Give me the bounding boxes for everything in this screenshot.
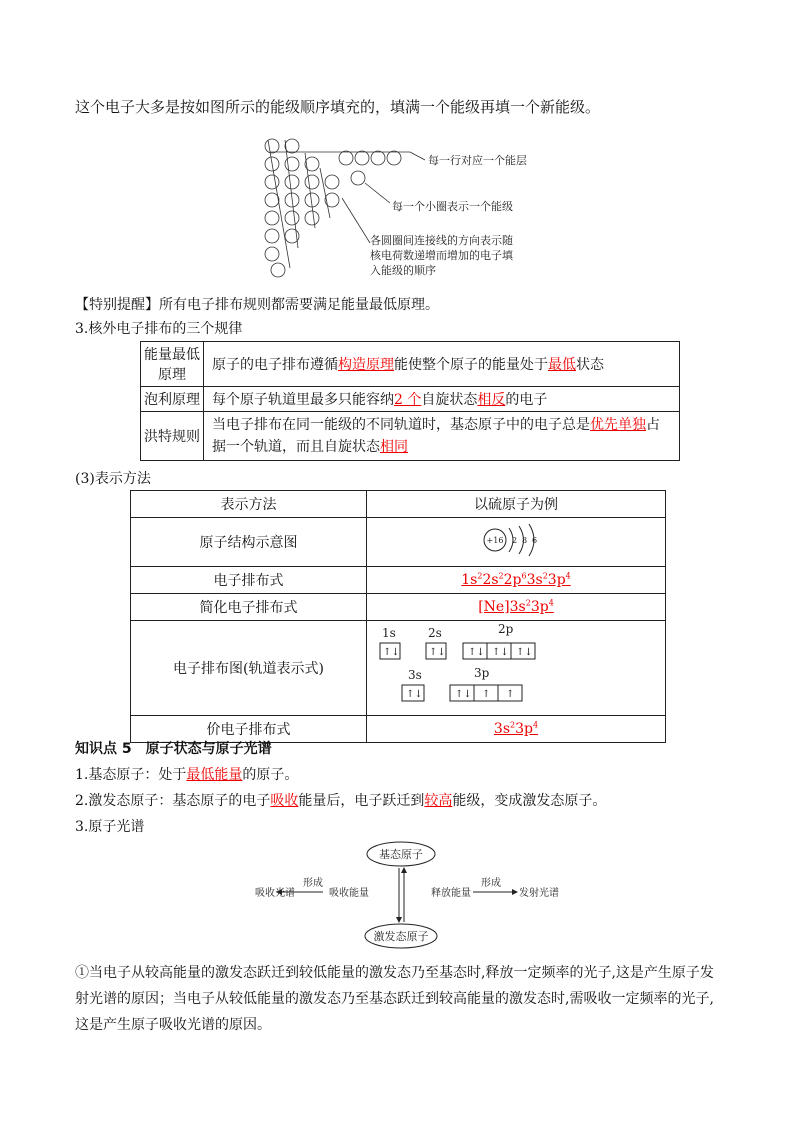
method-name: 简化电子排布式 xyxy=(131,594,367,621)
svg-text:6: 6 xyxy=(532,536,538,545)
table-row xyxy=(131,518,666,567)
table-row xyxy=(131,567,666,594)
form-label-left: 形成 xyxy=(303,878,323,889)
para-line-3: 这是产生原子吸收光谱的原因。 xyxy=(75,1017,271,1033)
header-method: 表示方法 xyxy=(131,491,367,518)
svg-text:2s: 2s xyxy=(428,626,442,640)
svg-text:↑↓: ↑↓ xyxy=(492,647,509,658)
intro-text: 这个电子大多是按如图所示的能级顺序填充的，填满一个能级再填一个新能级。 xyxy=(75,98,601,116)
electron-config: $1s^22s^22p^63s^23p^4$ xyxy=(367,567,666,594)
table-row xyxy=(141,387,680,412)
svg-text:↑↓: ↑↓ xyxy=(516,647,533,658)
rule-desc: 原子的电子排布遵循构造原理能使整个原子的能量处于最低状态 xyxy=(204,342,680,387)
emit-spectrum-label: 发射光谱 xyxy=(519,888,559,899)
svg-text:↑↓: ↑↓ xyxy=(429,647,446,658)
method-name: 电子排布图(轨道表示式) xyxy=(131,621,367,716)
table-row xyxy=(141,342,680,387)
svg-text:↑: ↑ xyxy=(482,689,491,700)
kp5-title: 知识点 5 原子状态与原子光谱 xyxy=(75,741,272,757)
svg-text:+16: +16 xyxy=(486,536,504,545)
atom-structure-diagram xyxy=(367,518,666,567)
absorb-energy-label: 吸收能量 xyxy=(329,888,369,899)
special-tip: 【特别提醒】所有电子排布规则都需要满足能量最低原理。 xyxy=(75,297,439,313)
energy-order-figure xyxy=(250,128,570,278)
svg-text:↑↓: ↑↓ xyxy=(455,689,472,700)
rules-heading: 3.核外电子排布的三个规律 xyxy=(75,321,243,337)
excited-state-node: 激发态原子 xyxy=(373,930,429,943)
ground-state-node: 基态原子 xyxy=(379,848,423,861)
svg-text:3s: 3s xyxy=(408,668,422,682)
figure-note-direction-1: 各圆圈间连接线的方向表示随 xyxy=(370,234,513,247)
para-line-1: ①当电子从较高能量的激发态跃迁到较低能量的激发态乃至基态时,释放一定频率的光子,这是产生原子发 xyxy=(75,965,714,981)
svg-text:↑↓: ↑↓ xyxy=(406,689,423,700)
orbital-diagram xyxy=(367,621,666,716)
rule-name: 泡利原理 xyxy=(141,387,204,412)
svg-text:↑: ↑ xyxy=(506,689,515,700)
spectra-diagram xyxy=(255,840,565,952)
svg-text:2: 2 xyxy=(512,536,518,545)
short-config: $[Ne]3s^23p^4$ xyxy=(367,594,666,621)
table-row xyxy=(131,621,666,716)
table-row xyxy=(141,412,680,461)
rule-desc: 当电子排布在同一能级的不同轨道时，基态原子中的电子总是优先单独占 据一个轨道，而且自旋状态相同 xyxy=(204,412,680,461)
svg-text:3p: 3p xyxy=(474,666,490,680)
para-line-2: 射光谱的原因；当电子从较低能量的激发态乃至基态跃迁到较高能量的激发态时,需吸收一定频率的光子, xyxy=(75,991,714,1007)
ground-state-line: 1.基态原子：处于最低能量的原子。 xyxy=(75,767,299,783)
table-row xyxy=(131,594,666,621)
form-label-right: 形成 xyxy=(481,878,501,889)
repr-heading: (3)表示方法 xyxy=(75,471,151,487)
svg-text:1s: 1s xyxy=(382,626,396,640)
excited-state-line: 2.激发态原子：基态原子的电子吸收能量后，电子跃迁到较高能级，变成激发态原子。 xyxy=(75,793,607,809)
figure-note-circle: 每一个小圈表示一个能级 xyxy=(392,200,513,213)
svg-text:↑↓: ↑↓ xyxy=(383,647,400,658)
release-energy-label: 释放能量 xyxy=(431,888,471,899)
method-name: 原子结构示意图 xyxy=(131,518,367,567)
svg-text:8: 8 xyxy=(522,536,528,545)
spectra-heading: 3.原子光谱 xyxy=(75,819,145,835)
absorb-spectrum-label: 吸收光谱 xyxy=(255,888,295,899)
rule-name: 能量最低原理 xyxy=(141,342,204,387)
rule-name: 洪特规则 xyxy=(141,412,204,461)
table-row xyxy=(131,491,666,518)
valence-config: $3s^23p^4$ xyxy=(367,716,666,743)
method-name: 价电子排布式 xyxy=(131,716,367,743)
svg-text:↑↓: ↑↓ xyxy=(468,647,485,658)
figure-note-direction-2: 核电荷数递增而增加的电子填 xyxy=(370,249,513,262)
figure-note-direction-3: 入能级的顺序 xyxy=(370,264,436,277)
figure-note-row: 每一行对应一个能层 xyxy=(428,154,527,167)
repr-table xyxy=(130,490,666,743)
method-name: 电子排布式 xyxy=(131,567,367,594)
rule-desc: 每个原子轨道里最多只能容纳2 个自旋状态相反的电子 xyxy=(204,387,680,412)
rules-table xyxy=(140,341,680,461)
svg-text:2p: 2p xyxy=(498,623,514,636)
header-example: 以硫原子为例 xyxy=(367,491,666,518)
